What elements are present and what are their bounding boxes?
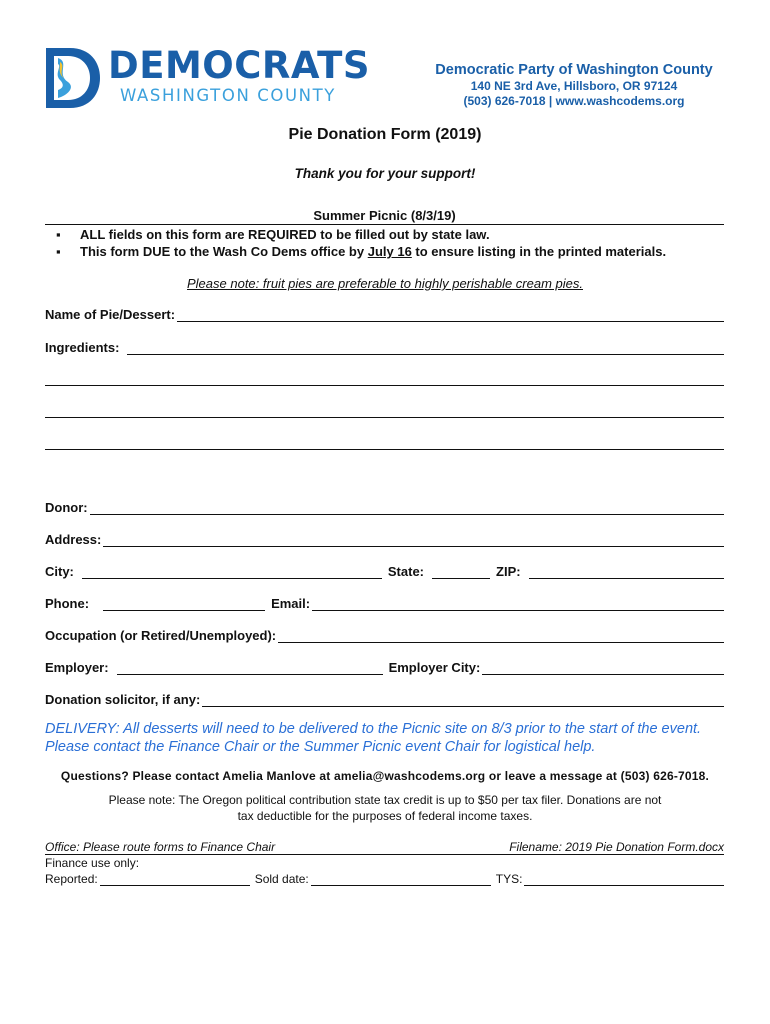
employer-field[interactable]	[117, 660, 383, 675]
thank-you-text: Thank you for your support!	[294, 166, 476, 181]
employer-city-field[interactable]	[482, 660, 724, 675]
solicitor-field[interactable]	[202, 692, 724, 707]
occupation-label: Occupation (or Retired/Unemployed):	[45, 628, 277, 643]
occupation-row	[45, 625, 724, 643]
office-routing-text: Office: Please route forms to Finance Chair	[45, 840, 276, 854]
org-address: 140 NE 3rd Ave, Hillsboro, OR 97124	[470, 79, 678, 93]
requirement-text: ALL fields on this form are REQUIRED to be filled out by state law.	[80, 227, 490, 242]
reported-field[interactable]	[100, 873, 250, 886]
logo-wordmark: DEMOCRATS	[108, 44, 371, 87]
due-date: July 16	[367, 244, 412, 259]
due-text: This form DUE to the Wash Co Dems office by July 16 to ensure listing in the printed materials.	[80, 244, 667, 259]
office-routing-bar	[45, 840, 724, 855]
tax-note-line-1: Please note: The Oregon political contribution state tax credit is up to $50 per tax filer. Donations are not	[108, 793, 662, 807]
ingredients-field-line-4[interactable]	[45, 448, 724, 450]
tax-note-line-2: tax deductible for the purposes of federal income taxes.	[237, 809, 533, 823]
org-name: Democratic Party of Washington County	[435, 62, 713, 78]
pie-name-row	[45, 304, 724, 322]
finance-use-row	[45, 870, 724, 886]
bullet-icon: ▪	[56, 244, 61, 259]
phone-email-row	[45, 593, 724, 611]
state-field[interactable]	[432, 564, 490, 579]
employer-row	[45, 657, 724, 675]
finance-use-label: Finance use only:	[45, 856, 140, 870]
zip-label: ZIP:	[496, 564, 521, 579]
logo-subtitle: WASHINGTON COUNTY	[120, 86, 336, 105]
city-state-zip-row	[45, 561, 724, 579]
event-heading: Summer Picnic (8/3/19)	[45, 208, 724, 225]
filename-text: Filename: 2019 Pie Donation Form.docx	[509, 840, 724, 854]
state-label: State:	[387, 564, 425, 579]
reported-label: Reported:	[45, 872, 98, 886]
phone-label: Phone:	[45, 596, 90, 611]
questions-contact: Questions? Please contact Amelia Manlove at amelia@washcodems.org or leave a message at (503) 626-7018.	[60, 769, 710, 783]
sold-date-field[interactable]	[311, 873, 491, 886]
ingredients-label: Ingredients:	[45, 340, 120, 355]
tys-label: TYS:	[495, 872, 523, 886]
list-item	[56, 226, 666, 243]
donor-field[interactable]	[90, 500, 724, 515]
form-title: Pie Donation Form (2019)	[288, 126, 482, 143]
ingredients-field-line-2[interactable]	[45, 384, 724, 386]
zip-field[interactable]	[529, 564, 724, 579]
pie-name-field[interactable]	[177, 307, 724, 322]
organization-info	[424, 62, 724, 109]
tys-field[interactable]	[524, 873, 724, 886]
city-field[interactable]	[82, 564, 382, 579]
address-label: Address:	[45, 532, 102, 547]
donor-row	[45, 497, 724, 515]
solicitor-label: Donation solicitor, if any:	[45, 692, 201, 707]
occupation-field[interactable]	[278, 628, 724, 643]
bullet-icon: ▪	[56, 227, 61, 242]
city-label: City:	[45, 564, 74, 579]
email-label: Email:	[271, 596, 311, 611]
email-field[interactable]	[312, 596, 724, 611]
donor-label: Donor:	[45, 500, 88, 515]
democrats-logo	[44, 44, 374, 114]
employer-city-label: Employer City:	[388, 660, 481, 675]
ingredients-field-line-3[interactable]	[45, 416, 724, 418]
employer-label: Employer:	[45, 660, 109, 675]
address-field[interactable]	[103, 532, 724, 547]
sold-date-label: Sold date:	[254, 872, 309, 886]
org-contact: (503) 626-7018 | www.washcodems.org	[463, 94, 685, 108]
solicitor-row	[45, 689, 724, 707]
party-d-logo-icon	[44, 46, 102, 110]
tax-note	[0, 792, 770, 824]
delivery-instructions: DELIVERY: All desserts will need to be delivered to the Picnic site on 8/3 prior to the start of the event. Please contact the Finance Chair or the Summer Picnic event Chair for logistical help.	[45, 721, 702, 755]
requirements-list	[56, 226, 666, 260]
fruit-pie-note: Please note: fruit pies are preferable to highly perishable cream pies.	[187, 276, 583, 291]
phone-field[interactable]	[103, 596, 265, 611]
list-item	[56, 243, 666, 260]
pie-name-label: Name of Pie/Dessert:	[45, 307, 176, 322]
ingredients-field[interactable]	[127, 340, 724, 355]
ingredients-row	[45, 337, 724, 355]
address-row	[45, 529, 724, 547]
